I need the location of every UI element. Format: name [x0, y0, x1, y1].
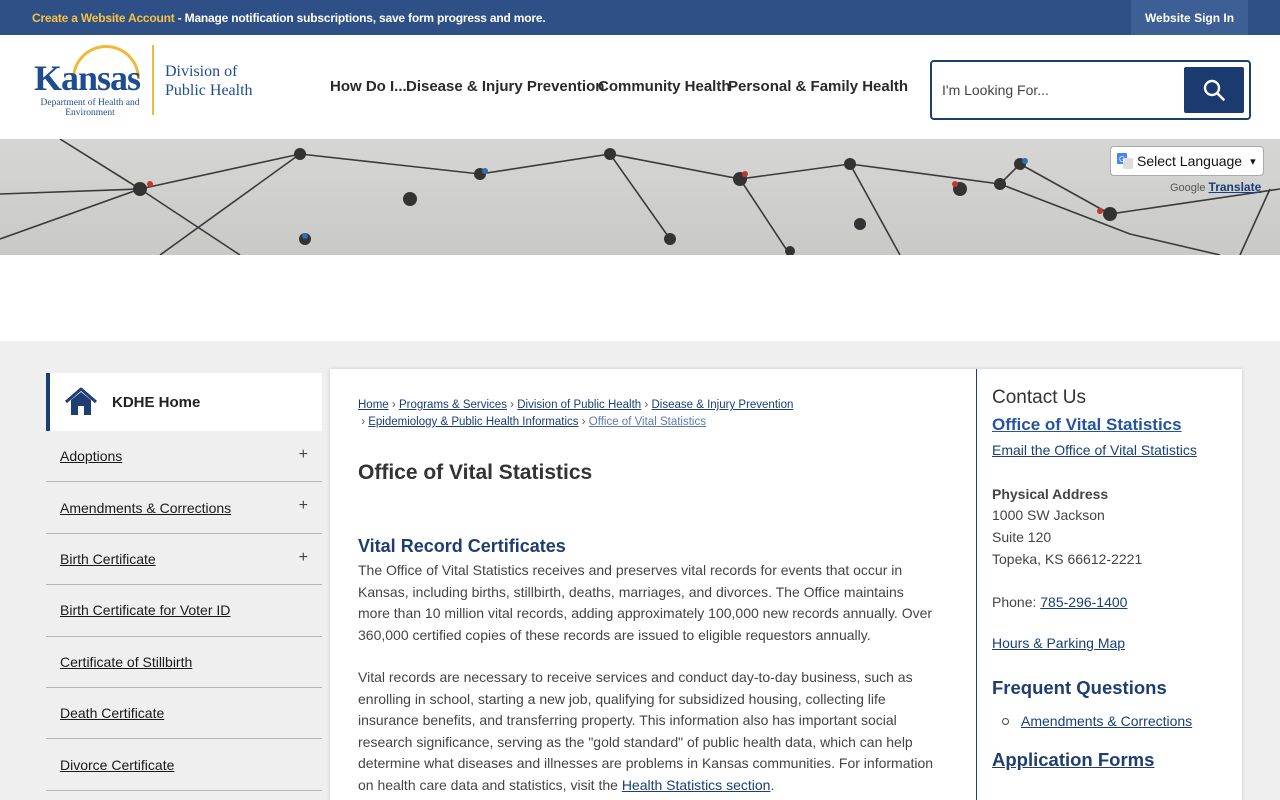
- logo-division-line2: Public Health: [165, 82, 253, 99]
- bullet-icon: [1002, 718, 1009, 725]
- sidebar-item-label[interactable]: Birth Certificate: [60, 550, 156, 567]
- hero-banner: [0, 139, 1280, 255]
- expand-icon[interactable]: +: [298, 497, 308, 515]
- sidebar-home[interactable]: [46, 373, 322, 431]
- search-input[interactable]: [942, 74, 1172, 106]
- contact-heading: Contact Us: [992, 387, 1086, 408]
- search-button[interactable]: [1184, 67, 1244, 113]
- second-paragraph-text: Vital records are necessary to receive services and conduct day-to-day business, such as enrolling in school, starting a new job, qualifying for subsidized housing, collecting life insurance benefits, and transferring property. This information also has important social research significance, serving as the "gold standard" of public health data, which can help determine what diseases and illnesses are problems in Kansas communities. For information on health care data and statistics, visit the: [358, 669, 934, 793]
- sidebar-item-divorce-certificate[interactable]: [46, 739, 322, 790]
- spacer-strip: [0, 255, 1280, 341]
- nav-how-do-i[interactable]: How Do I...: [330, 78, 407, 95]
- sidebar-item-label[interactable]: Adoptions: [60, 448, 123, 465]
- sidebar-item-adoptions[interactable]: [46, 431, 322, 482]
- logo-kansas: Kansas: [34, 58, 141, 98]
- logo-department: Department of Health and Environment: [40, 98, 140, 118]
- sidebar-item-label[interactable]: Death Certificate: [60, 705, 165, 722]
- faq-item[interactable]: [1002, 713, 1232, 729]
- account-message-text: - Manage notification subscriptions, save form progress and more.: [174, 11, 546, 25]
- breadcrumb-disease[interactable]: Disease & Injury Prevention: [651, 399, 794, 411]
- address-line: Topeka, KS 66612-2221: [992, 551, 1143, 567]
- crowd-network-image: [0, 139, 1280, 255]
- sidebar-nav: [46, 373, 322, 791]
- sidebar-item-death-certificate[interactable]: [46, 688, 322, 739]
- breadcrumb: [358, 397, 958, 431]
- search-box: [930, 60, 1251, 120]
- logo-division-line1: Division of: [165, 63, 238, 80]
- breadcrumb-separator: ›: [510, 399, 514, 411]
- breadcrumb-separator: ›: [358, 416, 366, 428]
- health-statistics-link[interactable]: Health Statistics section: [621, 776, 771, 793]
- google-translate-icon: [1117, 153, 1133, 169]
- expand-icon[interactable]: +: [298, 548, 308, 566]
- sidebar-item-label[interactable]: Amendments & Corrections: [60, 499, 232, 516]
- nav-disease-injury-prevention[interactable]: Disease & Injury Prevention: [406, 78, 605, 95]
- column-divider: [976, 369, 977, 800]
- google-label: Google: [1170, 182, 1206, 194]
- google-translate-credit: [1170, 180, 1261, 194]
- phone-link[interactable]: 785-296-1400: [1040, 594, 1128, 610]
- language-select[interactable]: [1110, 146, 1264, 176]
- sidebar-item-amendments[interactable]: [46, 482, 322, 533]
- breadcrumb-current[interactable]: Office of Vital Statistics: [588, 416, 706, 428]
- home-icon: [64, 387, 98, 417]
- breadcrumb-programs[interactable]: Programs & Services: [398, 399, 507, 411]
- breadcrumb-epidemiology[interactable]: Epidemiology & Public Health Informatics: [368, 416, 579, 428]
- create-account-link[interactable]: Create a Website Account: [32, 11, 175, 25]
- address: [992, 504, 1232, 570]
- sidebar-item-label[interactable]: Certificate of Stillbirth: [60, 653, 193, 670]
- hours-parking-link[interactable]: Hours & Parking Map: [992, 635, 1126, 651]
- address-heading: Physical Address: [992, 486, 1109, 502]
- chevron-down-icon: ▾: [1250, 155, 1256, 168]
- sidebar-item-birth-certificate[interactable]: [46, 534, 322, 585]
- nav-personal-family-health[interactable]: Personal & Family Health: [728, 78, 909, 95]
- address-line: Suite 120: [992, 529, 1052, 545]
- logo-divider: [152, 45, 154, 115]
- phone-label: Phone:: [992, 594, 1041, 610]
- breadcrumb-separator: ›: [391, 399, 396, 411]
- breadcrumb-separator: ›: [644, 399, 649, 411]
- svg-text:G: G: [1119, 155, 1126, 164]
- faq-item-label[interactable]: Amendments & Corrections: [1021, 713, 1193, 729]
- main-content: [330, 369, 1242, 800]
- office-link[interactable]: Office of Vital Statistics: [992, 415, 1182, 434]
- expand-icon[interactable]: +: [298, 446, 308, 463]
- breadcrumb-division[interactable]: Division of Public Health: [517, 399, 642, 411]
- nav-community-health[interactable]: Community Health: [598, 78, 731, 95]
- intro-paragraph: The Office of Vital Statistics receives and preserves vital records for events that occur in Kansas, including births, stillbirth, deaths, marriages, and divorces. The Office maintains more than 10 million vital records, adding approximately 100,000 new records annually. Over 360,000 certified copies of these records are issued to eligible requestors annually.: [358, 562, 933, 643]
- sidebar-item-stillbirth[interactable]: [46, 637, 322, 688]
- sidebar-item-birth-certificate-voter-id[interactable]: [46, 585, 322, 636]
- address-line: 1000 SW Jackson: [992, 507, 1105, 523]
- breadcrumb-separator: ›: [581, 416, 586, 428]
- phone: [992, 594, 1232, 610]
- breadcrumb-home[interactable]: Home: [358, 399, 389, 411]
- language-select-label: Select Language: [1137, 153, 1243, 169]
- translate-link[interactable]: Translate: [1208, 180, 1262, 194]
- second-paragraph: [358, 667, 938, 797]
- faq-heading: Frequent Questions: [992, 677, 1167, 698]
- application-forms-heading[interactable]: Application Forms: [992, 749, 1155, 770]
- sidebar-item-label[interactable]: Divorce Certificate: [60, 756, 175, 773]
- second-paragraph-end: .: [770, 776, 775, 793]
- top-notification-bar: [0, 0, 1280, 35]
- website-sign-in-button[interactable]: Website Sign In: [1131, 0, 1248, 35]
- logo-division: [165, 62, 253, 100]
- account-message: [32, 11, 545, 25]
- kdhe-logo[interactable]: [32, 43, 257, 119]
- section-title: Vital Record Certificates: [358, 536, 566, 556]
- sidebar-item-label[interactable]: Birth Certificate for Voter ID: [60, 602, 231, 619]
- sidebar-home-label: KDHE Home: [112, 393, 201, 411]
- search-icon: [1203, 79, 1225, 101]
- contact-panel: [992, 387, 1232, 771]
- site-header: [0, 35, 1280, 139]
- page-title: Office of Vital Statistics: [358, 461, 593, 484]
- email-link[interactable]: Email the Office of Vital Statistics: [992, 442, 1197, 458]
